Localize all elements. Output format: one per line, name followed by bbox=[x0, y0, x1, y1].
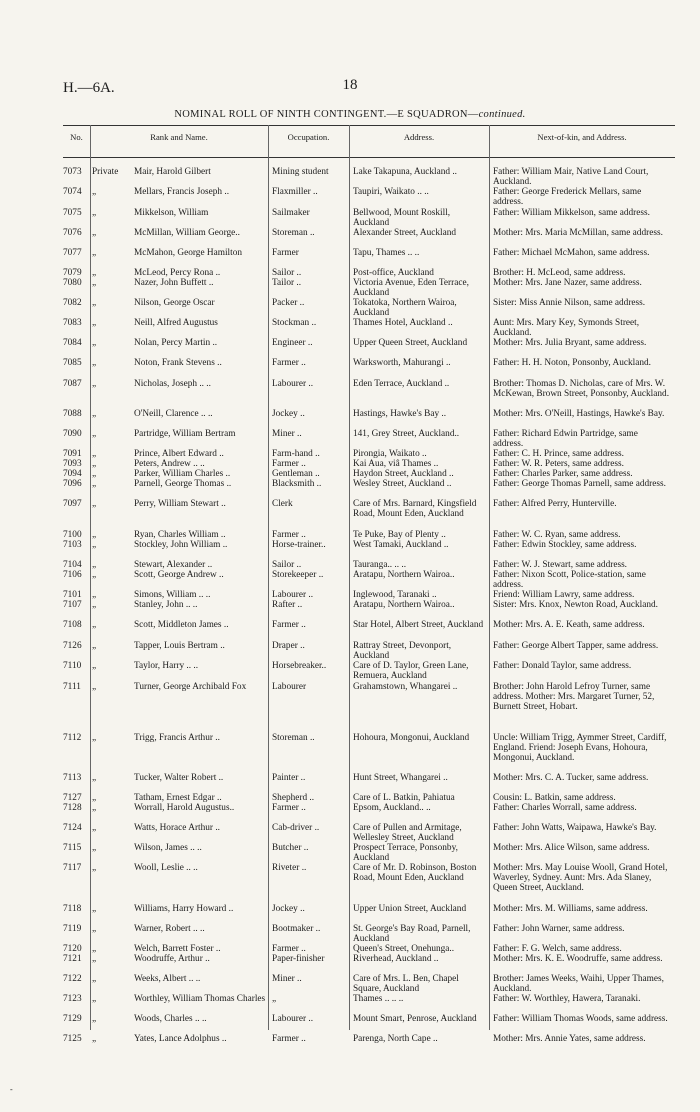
cell-name: Welch, Barrett Foster .. bbox=[134, 944, 221, 954]
cell-occupation: Jockey .. bbox=[272, 904, 305, 914]
cell-name: Wooll, Leslie .. .. bbox=[134, 863, 198, 873]
cell-rank: „ bbox=[92, 228, 97, 238]
cell-address: Star Hotel, Albert Street, Auckland bbox=[353, 620, 484, 630]
cell-occupation: Farm-hand .. bbox=[272, 449, 320, 459]
cell-rank: „ bbox=[92, 318, 97, 328]
cell-no: 7073 bbox=[63, 167, 82, 177]
cell-no: 7110 bbox=[63, 661, 82, 671]
cell-rank: „ bbox=[92, 600, 97, 610]
cell-rank: „ bbox=[92, 429, 97, 439]
cell-next-of-kin: Father: George Thomas Parnell, same address. bbox=[493, 479, 666, 489]
report-code: H.—6A. bbox=[63, 80, 115, 96]
cell-next-of-kin: Mother: Mrs. O'Neill, Hastings, Hawke's Bay. bbox=[493, 409, 665, 419]
cell-address: Care of D. Taylor, Green Lane, Remuera, Auckland bbox=[353, 661, 469, 682]
cell-name: McMahon, George Hamilton bbox=[134, 248, 243, 258]
cell-name: Turner, George Archibald Fox bbox=[134, 682, 247, 692]
cell-no: 7084 bbox=[63, 338, 82, 348]
cell-no: 7087 bbox=[63, 379, 82, 389]
cell-occupation: Horsebreaker.. bbox=[272, 661, 327, 671]
cell-name: Watts, Horace Arthur .. bbox=[134, 823, 220, 833]
cell-rank: „ bbox=[92, 499, 97, 509]
cell-address: Bellwood, Mount Roskill, Auckland bbox=[353, 208, 451, 229]
cell-no: 7124 bbox=[63, 823, 82, 833]
cell-address: Epsom, Auckland.. .. bbox=[353, 803, 431, 813]
cell-rank: „ bbox=[92, 268, 97, 278]
cell-no: 7091 bbox=[63, 449, 82, 459]
cell-name: Tucker, Walter Robert .. bbox=[134, 773, 224, 783]
cell-rank: „ bbox=[92, 208, 97, 218]
cell-next-of-kin: Cousin: L. Batkin, same address. bbox=[493, 793, 616, 803]
cell-rank: „ bbox=[92, 682, 97, 692]
roll-title bbox=[0, 109, 700, 120]
cell-next-of-kin: Mother: Mrs. M. Williams, same address. bbox=[493, 904, 648, 914]
cell-rank: „ bbox=[92, 954, 97, 964]
cell-address: Post-office, Auckland bbox=[353, 268, 434, 278]
column-header-address: Address. bbox=[403, 132, 435, 142]
cell-address: 141, Grey Street, Auckland.. bbox=[353, 429, 460, 439]
cell-next-of-kin: Father: C. H. Prince, same address. bbox=[493, 449, 624, 459]
cell-no: 7104 bbox=[63, 560, 82, 570]
cell-address: Pirongia, Waikato .. bbox=[353, 449, 427, 459]
cell-next-of-kin: Mother: Mrs. K. E. Woodruffe, same address. bbox=[493, 954, 663, 964]
cell-occupation: Farmer .. bbox=[272, 358, 306, 368]
cell-name: Stockley, John William .. bbox=[134, 540, 228, 550]
cell-no: 7077 bbox=[63, 248, 82, 258]
cell-occupation: Stockman .. bbox=[272, 318, 317, 328]
cell-occupation: Sailmaker bbox=[272, 208, 310, 218]
cell-address: Alexander Street, Auckland bbox=[353, 228, 457, 238]
cell-rank: „ bbox=[92, 823, 97, 833]
cell-no: 7112 bbox=[63, 733, 82, 743]
cell-rank: „ bbox=[92, 863, 97, 873]
cell-address: St. George's Bay Road, Parnell, Auckland bbox=[353, 924, 471, 945]
cell-no: 7100 bbox=[63, 530, 82, 540]
cell-address: Parenga, North Cape .. bbox=[353, 1034, 438, 1044]
cell-occupation: Labourer bbox=[272, 682, 307, 692]
cell-occupation: Tailor .. bbox=[272, 278, 302, 288]
cell-occupation: Rafter .. bbox=[272, 600, 303, 610]
cell-name: Tapper, Louis Bertram .. bbox=[134, 641, 225, 651]
cell-no: 7115 bbox=[63, 843, 82, 853]
column-divider bbox=[268, 125, 269, 1030]
cell-occupation: Painter .. bbox=[272, 773, 306, 783]
cell-address: Care of L. Batkin, Pahiatua bbox=[353, 793, 455, 803]
cell-name: Mair, Harold Gilbert bbox=[134, 167, 211, 177]
cell-occupation: Engineer .. bbox=[272, 338, 313, 348]
cell-rank: „ bbox=[92, 661, 97, 671]
cell-next-of-kin: Father: W. C. Ryan, same address. bbox=[493, 530, 621, 540]
cell-no: 7082 bbox=[63, 298, 82, 308]
cell-address: Taupiri, Waikato .. .. bbox=[353, 187, 429, 197]
cell-next-of-kin: Father: George Albert Tapper, same address. bbox=[493, 641, 659, 651]
cell-no: 7129 bbox=[63, 1014, 82, 1024]
cell-name: McMillan, William George.. bbox=[134, 228, 240, 238]
cell-rank: „ bbox=[92, 590, 97, 600]
roll-title-main: NOMINAL ROLL OF NINTH CONTINGENT.—E SQUADRON— bbox=[174, 109, 479, 120]
cell-address: Warksworth, Mahurangi .. bbox=[353, 358, 451, 368]
cell-occupation: Blacksmith .. bbox=[272, 479, 322, 489]
cell-rank: „ bbox=[92, 974, 97, 984]
cell-next-of-kin: Mother: Mrs. A. E. Keath, same address. bbox=[493, 620, 645, 630]
cell-occupation: Horse-trainer.. bbox=[272, 540, 326, 550]
cell-occupation: Flaxmiller .. bbox=[272, 187, 318, 197]
cell-no: 7106 bbox=[63, 570, 82, 580]
cell-rank: „ bbox=[92, 409, 97, 419]
cell-occupation: Gentleman .. bbox=[272, 469, 320, 479]
cell-rank: „ bbox=[92, 469, 97, 479]
cell-no: 7090 bbox=[63, 429, 82, 439]
cell-address: Riverhead, Auckland .. bbox=[353, 954, 439, 964]
cell-name: Nicholas, Joseph .. .. bbox=[134, 379, 211, 389]
cell-no: 7117 bbox=[63, 863, 82, 873]
column-divider bbox=[90, 125, 91, 1030]
cell-rank: „ bbox=[92, 803, 97, 813]
cell-address: Eden Terrace, Auckland .. bbox=[353, 379, 450, 389]
cell-rank: „ bbox=[92, 944, 97, 954]
cell-occupation: Riveter .. bbox=[272, 863, 307, 873]
cell-name: Woods, Charles .. .. bbox=[134, 1014, 207, 1024]
cell-rank: Private bbox=[92, 167, 119, 177]
cell-rank: „ bbox=[92, 298, 97, 308]
cell-name: Parker, William Charles .. bbox=[134, 469, 231, 479]
cell-no: 7103 bbox=[63, 540, 82, 550]
cell-name: Neill, Alfred Augustus bbox=[134, 318, 218, 328]
cell-no: 7127 bbox=[63, 793, 82, 803]
cell-address: Prospect Terrace, Ponsonby, Auckland bbox=[353, 843, 458, 864]
cell-occupation: Mining student bbox=[272, 167, 329, 177]
cell-occupation: Storekeeper .. bbox=[272, 570, 324, 580]
cell-next-of-kin: Mother: Mrs. Jane Nazer, same address. bbox=[493, 278, 642, 288]
cell-rank: „ bbox=[92, 641, 97, 651]
cell-address: Queen's Street, Onehunga.. bbox=[353, 944, 455, 954]
cell-name: Parnell, George Thomas .. bbox=[134, 479, 232, 489]
cell-rank: „ bbox=[92, 479, 97, 489]
cell-next-of-kin: Mother: Mrs. Maria McMillan, same address. bbox=[493, 228, 663, 238]
cell-rank: „ bbox=[92, 530, 97, 540]
cell-address: Hohoura, Mongonui, Auckland bbox=[353, 733, 470, 743]
column-divider bbox=[489, 125, 490, 1030]
cell-occupation: Farmer .. bbox=[272, 803, 306, 813]
cell-occupation: Clerk bbox=[272, 499, 293, 509]
cell-name: Nolan, Percy Martin .. bbox=[134, 338, 218, 348]
cell-next-of-kin: Brother: H. McLeod, same address. bbox=[493, 268, 626, 278]
cell-address: Care of Pullen and Armitage, Wellesley Street, Auckland bbox=[353, 823, 462, 844]
cell-address: Thames Hotel, Auckland .. bbox=[353, 318, 453, 328]
cell-rank: „ bbox=[92, 338, 97, 348]
cell-no: 7097 bbox=[63, 499, 82, 509]
cell-name: Partridge, William Bertram bbox=[134, 429, 236, 439]
cell-rank: „ bbox=[92, 560, 97, 570]
cell-name: Ryan, Charles William .. bbox=[134, 530, 226, 540]
cell-rank: „ bbox=[92, 773, 97, 783]
cell-no: 7083 bbox=[63, 318, 82, 328]
cell-rank: „ bbox=[92, 459, 97, 469]
cell-occupation: Sailor .. bbox=[272, 268, 302, 278]
cell-next-of-kin: Brother: John Harold Lefroy Turner, same address. Mother: Mrs. Margaret Turner, 52, Burnett Street, Hobart. bbox=[493, 682, 655, 713]
cell-name: Weeks, Albert .. .. bbox=[134, 974, 201, 984]
cell-no: 7074 bbox=[63, 187, 82, 197]
cell-no: 7096 bbox=[63, 479, 82, 489]
cell-address: Te Puke, Bay of Plenty .. bbox=[353, 530, 446, 540]
cell-rank: „ bbox=[92, 793, 97, 803]
cell-rank: „ bbox=[92, 843, 97, 853]
cell-name: Simons, William .. .. bbox=[134, 590, 211, 600]
cell-name: Mikkelson, William bbox=[134, 208, 209, 218]
cell-no: 7128 bbox=[63, 803, 82, 813]
cell-next-of-kin: Father: Richard Edwin Partridge, same address. bbox=[493, 429, 638, 450]
cell-address: Inglewood, Taranaki .. bbox=[353, 590, 437, 600]
cell-address: Care of Mr. D. Robinson, Boston Road, Mount Eden, Auckland bbox=[353, 863, 477, 884]
cell-address: Victoria Avenue, Eden Terrace, Auckland bbox=[353, 278, 469, 299]
cell-name: Stewart, Alexander .. bbox=[134, 560, 213, 570]
cell-name: Warner, Robert .. .. bbox=[134, 924, 205, 934]
cell-occupation: Paper-finisher bbox=[272, 954, 325, 964]
cell-address: Mount Smart, Penrose, Auckland bbox=[353, 1014, 477, 1024]
cell-address: Tokatoka, Northern Wairoa, Auckland bbox=[353, 298, 457, 319]
cell-occupation: Farmer .. bbox=[272, 459, 306, 469]
cell-occupation: Draper .. bbox=[272, 641, 305, 651]
cell-no: 7088 bbox=[63, 409, 82, 419]
cell-next-of-kin: Father: Nixon Scott, Police-station, same address. bbox=[493, 570, 646, 591]
cell-occupation: Labourer .. bbox=[272, 379, 314, 389]
cell-rank: „ bbox=[92, 449, 97, 459]
cell-address: Tapu, Thames .. .. bbox=[353, 248, 420, 258]
cell-occupation: Farmer bbox=[272, 248, 299, 258]
cell-next-of-kin: Father: Charles Parker, same address. bbox=[493, 469, 633, 479]
cell-name: McLeod, Percy Rona .. bbox=[134, 268, 221, 278]
cell-no: 7122 bbox=[63, 974, 82, 984]
cell-occupation: Farmer .. bbox=[272, 530, 306, 540]
cell-address: Hunt Street, Whangarei .. bbox=[353, 773, 448, 783]
cell-rank: „ bbox=[92, 278, 97, 288]
cell-no: 7121 bbox=[63, 954, 82, 964]
cell-occupation: Butcher .. bbox=[272, 843, 309, 853]
cell-no: 7111 bbox=[63, 682, 81, 692]
cell-next-of-kin: Mother: Mrs. Annie Yates, same address. bbox=[493, 1034, 646, 1044]
cell-rank: „ bbox=[92, 620, 97, 630]
table-top-rule bbox=[63, 125, 675, 126]
cell-address: Upper Queen Street, Auckland bbox=[353, 338, 468, 348]
table-header-rule bbox=[63, 157, 675, 158]
cell-rank: „ bbox=[92, 187, 97, 197]
cell-next-of-kin: Father: William Mikkelson, same address. bbox=[493, 208, 650, 218]
cell-name: Perry, William Stewart .. bbox=[134, 499, 226, 509]
cell-no: 7075 bbox=[63, 208, 82, 218]
cell-next-of-kin: Sister: Mrs. Knox, Newton Road, Auckland. bbox=[493, 600, 659, 610]
cell-next-of-kin: Father: Alfred Perry, Hunterville. bbox=[493, 499, 617, 509]
cell-next-of-kin: Father: George Frederick Mellars, same address. bbox=[493, 187, 642, 208]
page-number: 18 bbox=[342, 77, 358, 93]
cell-no: 7120 bbox=[63, 944, 82, 954]
cell-name: Scott, Middleton James .. bbox=[134, 620, 229, 630]
cell-name: Wilson, James .. .. bbox=[134, 843, 202, 853]
cell-next-of-kin: Uncle: William Trigg, Aymmer Street, Cardiff, England. Friend: Joseph Evans, Hohoura, Mongonui, Auckland. bbox=[493, 733, 667, 764]
cell-rank: „ bbox=[92, 540, 97, 550]
cell-occupation: Miner .. bbox=[272, 974, 302, 984]
cell-rank: „ bbox=[92, 570, 97, 580]
cell-address: Aratapu, Northern Wairoa.. bbox=[353, 600, 455, 610]
cell-address: Care of Mrs. Barnard, Kingsfield Road, Mount Eden, Auckland bbox=[353, 499, 477, 520]
cell-name: Trigg, Francis Arthur .. bbox=[134, 733, 220, 743]
cell-name: Worrall, Harold Augustus.. bbox=[134, 803, 235, 813]
cell-rank: „ bbox=[92, 248, 97, 258]
cell-address: Lake Takapuna, Auckland .. bbox=[353, 167, 457, 177]
cell-rank: „ bbox=[92, 924, 97, 934]
cell-rank: „ bbox=[92, 1014, 97, 1024]
cell-name: Tatham, Ernest Edgar .. bbox=[134, 793, 222, 803]
cell-occupation: Farmer .. bbox=[272, 620, 306, 630]
cell-address: Rattray Street, Devonport, Auckland bbox=[353, 641, 452, 662]
cell-name: Peters, Andrew .. .. bbox=[134, 459, 205, 469]
cell-occupation: Labourer .. bbox=[272, 590, 314, 600]
column-header-no: No. bbox=[70, 132, 83, 142]
cell-address: Hastings, Hawke's Bay .. bbox=[353, 409, 447, 419]
cell-next-of-kin: Father: W. Worthley, Hawera, Taranaki. bbox=[493, 994, 641, 1004]
corner-mark: - bbox=[10, 1085, 13, 1094]
cell-next-of-kin: Father: W. R. Peters, same address. bbox=[493, 459, 624, 469]
cell-rank: „ bbox=[92, 358, 97, 368]
cell-next-of-kin: Aunt: Mrs. Mary Key, Symonds Street, Auckland. bbox=[493, 318, 640, 339]
cell-no: 7126 bbox=[63, 641, 82, 651]
cell-next-of-kin: Mother: Mrs. Julia Bryant, same address. bbox=[493, 338, 647, 348]
cell-next-of-kin: Father: William Thomas Woods, same address. bbox=[493, 1014, 668, 1024]
cell-no: 7080 bbox=[63, 278, 82, 288]
cell-no: 7125 bbox=[63, 1034, 82, 1044]
cell-address: Aratapu, Northern Wairoa.. bbox=[353, 570, 455, 580]
column-header-next-of-kin: Next-of-kin, and Address. bbox=[537, 132, 627, 142]
cell-no: 7101 bbox=[63, 590, 82, 600]
cell-address: West Tamaki, Auckland .. bbox=[353, 540, 449, 550]
cell-address: Tauranga.. .. .. bbox=[353, 560, 407, 570]
cell-occupation: Jockey .. bbox=[272, 409, 305, 419]
cell-occupation: Shepherd .. bbox=[272, 793, 315, 803]
column-header-occupation: Occupation. bbox=[287, 132, 330, 142]
cell-rank: „ bbox=[92, 733, 97, 743]
cell-no: 7093 bbox=[63, 459, 82, 469]
cell-next-of-kin: Sister: Miss Annie Nilson, same address. bbox=[493, 298, 646, 308]
cell-name: Nazer, John Buffett .. bbox=[134, 278, 214, 288]
cell-name: Taylor, Harry .. .. bbox=[134, 661, 199, 671]
cell-no: 7118 bbox=[63, 904, 82, 914]
cell-next-of-kin: Brother: James Weeks, Waihi, Upper Thames, Auckland. bbox=[493, 974, 664, 995]
cell-rank: „ bbox=[92, 994, 97, 1004]
cell-name: Prince, Albert Edward .. bbox=[134, 449, 224, 459]
cell-next-of-kin: Father: F. G. Welch, same address. bbox=[493, 944, 622, 954]
cell-rank: „ bbox=[92, 1034, 97, 1044]
cell-occupation: Sailor .. bbox=[272, 560, 302, 570]
cell-name: Noton, Frank Stevens .. bbox=[134, 358, 222, 368]
cell-no: 7107 bbox=[63, 600, 82, 610]
cell-occupation: Bootmaker .. bbox=[272, 924, 321, 934]
cell-name: Stanley, John .. .. bbox=[134, 600, 198, 610]
cell-name: Williams, Harry Howard .. bbox=[134, 904, 234, 914]
cell-next-of-kin: Friend: William Lawry, same address. bbox=[493, 590, 635, 600]
cell-rank: „ bbox=[92, 904, 97, 914]
cell-no: 7094 bbox=[63, 469, 82, 479]
cell-next-of-kin: Father: William Mair, Native Land Court, Auckland. bbox=[493, 167, 649, 188]
cell-name: Scott, George Andrew .. bbox=[134, 570, 224, 580]
cell-occupation: Miner .. bbox=[272, 429, 302, 439]
cell-next-of-kin: Mother: Mrs. May Louise Wooll, Grand Hotel, Waverley, Sydney. Aunt: Mrs. Ada Slaney, Queen Street, Auckland. bbox=[493, 863, 668, 894]
column-header-rank-name: Rank and Name. bbox=[150, 132, 208, 142]
cell-occupation: Labourer .. bbox=[272, 1014, 314, 1024]
cell-address: Wesley Street, Auckland .. bbox=[353, 479, 452, 489]
cell-name: Worthley, William Thomas Charles bbox=[134, 994, 266, 1004]
cell-address: Thames .. .. .. bbox=[353, 994, 404, 1004]
cell-next-of-kin: Father: Donald Taylor, same address. bbox=[493, 661, 632, 671]
cell-next-of-kin: Brother: Thomas D. Nicholas, care of Mrs. W. McKewan, Brown Street, Ponsonby, Auckland. bbox=[493, 379, 670, 400]
cell-no: 7108 bbox=[63, 620, 82, 630]
cell-occupation: „ bbox=[272, 994, 277, 1004]
cell-address: Haydon Street, Auckland .. bbox=[353, 469, 454, 479]
cell-name: Mellars, Francis Joseph .. bbox=[134, 187, 230, 197]
cell-address: Grahamstown, Whangarei .. bbox=[353, 682, 458, 692]
cell-next-of-kin: Father: H. H. Noton, Ponsonby, Auckland. bbox=[493, 358, 651, 368]
cell-next-of-kin: Father: W. J. Stewart, same address. bbox=[493, 560, 628, 570]
cell-next-of-kin: Father: Michael McMahon, same address. bbox=[493, 248, 650, 258]
cell-address: Kai Aua, viâ Thames .. bbox=[353, 459, 439, 469]
cell-name: Nilson, George Oscar bbox=[134, 298, 215, 308]
cell-address: Care of Mrs. L. Ben, Chapel Square, Auckland bbox=[353, 974, 459, 995]
cell-occupation: Storeman .. bbox=[272, 733, 315, 743]
cell-next-of-kin: Father: John Warner, same address. bbox=[493, 924, 625, 934]
cell-occupation: Storeman .. bbox=[272, 228, 315, 238]
cell-no: 7119 bbox=[63, 924, 82, 934]
column-divider bbox=[349, 125, 350, 1030]
cell-name: O'Neill, Clarence .. .. bbox=[134, 409, 213, 419]
roll-title-suffix: continued. bbox=[478, 109, 526, 120]
cell-no: 7079 bbox=[63, 268, 82, 278]
cell-next-of-kin: Father: John Watts, Waipawa, Hawke's Bay. bbox=[493, 823, 657, 833]
cell-no: 7076 bbox=[63, 228, 82, 238]
cell-next-of-kin: Father: Charles Worrall, same address. bbox=[493, 803, 637, 813]
cell-no: 7123 bbox=[63, 994, 82, 1004]
cell-name: Woodruffe, Arthur .. bbox=[134, 954, 210, 964]
cell-rank: „ bbox=[92, 379, 97, 389]
cell-address: Upper Union Street, Auckland bbox=[353, 904, 467, 914]
cell-occupation: Farmer .. bbox=[272, 944, 306, 954]
cell-occupation: Packer .. bbox=[272, 298, 305, 308]
cell-occupation: Farmer .. bbox=[272, 1034, 306, 1044]
cell-name: Yates, Lance Adolphus .. bbox=[134, 1034, 227, 1044]
cell-no: 7113 bbox=[63, 773, 82, 783]
cell-next-of-kin: Father: Edwin Stockley, same address. bbox=[493, 540, 637, 550]
cell-next-of-kin: Mother: Mrs. C. A. Tucker, same address. bbox=[493, 773, 649, 783]
cell-next-of-kin: Mother: Mrs. Alice Wilson, same address. bbox=[493, 843, 650, 853]
cell-occupation: Cab-driver .. bbox=[272, 823, 320, 833]
cell-no: 7085 bbox=[63, 358, 82, 368]
